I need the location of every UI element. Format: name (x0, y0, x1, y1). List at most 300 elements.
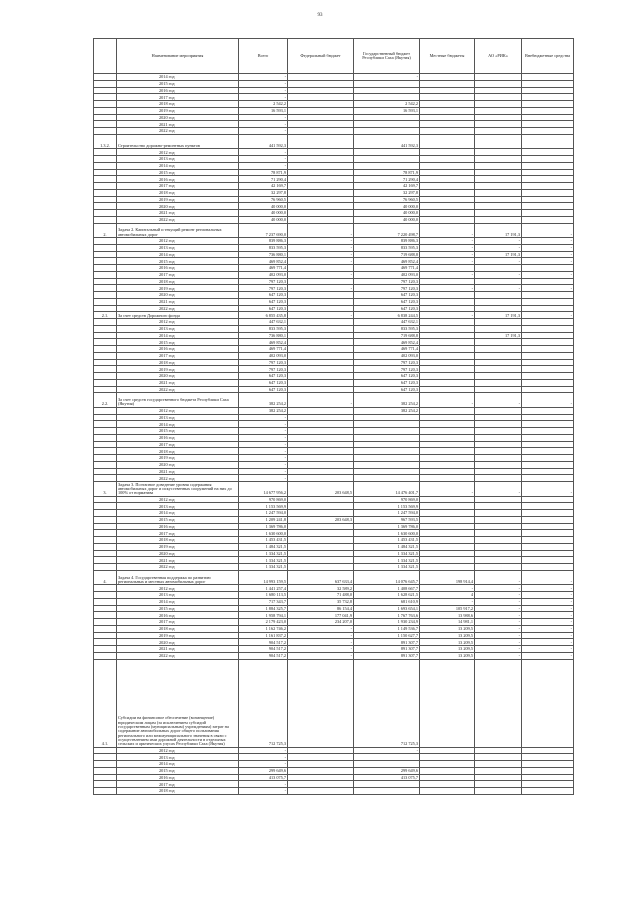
cell-code (94, 448, 117, 455)
cell-extrabudget (522, 156, 574, 163)
cell-code (94, 373, 117, 380)
cell-local (420, 455, 475, 462)
cell-state (354, 414, 420, 421)
cell-local (420, 537, 475, 544)
cell-name: 2018 год (117, 359, 239, 366)
cell-federal (288, 352, 354, 359)
table-row (94, 366, 574, 373)
cell-code (94, 747, 117, 754)
cell-federal (288, 557, 354, 564)
cell-code (94, 646, 117, 653)
cell-name: 2012 год (117, 747, 239, 754)
cell-rik (475, 379, 522, 386)
cell-total: 2 542,2 (239, 101, 288, 108)
cell-state: 16 593,1 (354, 107, 420, 114)
cell-extrabudget (522, 107, 574, 114)
cell-code (94, 176, 117, 183)
cell-rik: - (475, 285, 522, 292)
cell-extrabudget (522, 386, 574, 393)
cell-state: 647 120,3 (354, 292, 420, 299)
cell-rik: - (475, 592, 522, 599)
cell-total: 469 771,4 (239, 265, 288, 272)
cell-local: - (420, 598, 475, 605)
cell-total: - (239, 441, 288, 448)
cell-extrabudget (522, 176, 574, 183)
cell-total: 1 680 113,5 (239, 592, 288, 599)
cell-code (94, 366, 117, 373)
cell-extrabudget: - (522, 585, 574, 592)
cell-rik: - (475, 605, 522, 612)
table-row (94, 169, 574, 176)
cell-state: 797 120,3 (354, 278, 420, 285)
cell-local: - (420, 244, 475, 251)
table-row (94, 101, 574, 108)
cell-extrabudget (522, 523, 574, 530)
cell-code (94, 788, 117, 795)
cell-extrabudget: - (522, 612, 574, 619)
cell-code (94, 74, 117, 81)
cell-extrabudget (522, 537, 574, 544)
cell-rik (475, 121, 522, 128)
cell-local (420, 543, 475, 550)
cell-name: 2021 год (117, 557, 239, 564)
cell-name: 2022 год (117, 305, 239, 312)
cell-total: 833 595,3 (239, 325, 288, 332)
cell-federal (288, 550, 354, 557)
cell-total: - (239, 156, 288, 163)
cell-local (420, 747, 475, 754)
cell-name: 2013 год (117, 592, 239, 599)
cell-rik (475, 134, 522, 149)
cell-code (94, 244, 117, 251)
table-row (94, 271, 574, 278)
cell-name: 2015 год (117, 339, 239, 346)
header-extrabudget: Внебюджетные средства (522, 39, 574, 74)
cell-state (354, 94, 420, 101)
cell-total: 1 441 257,4 (239, 585, 288, 592)
cell-total: 970 869,0 (239, 496, 288, 503)
cell-total: - (239, 414, 288, 421)
cell-state: 413 075,7 (354, 774, 420, 781)
cell-local: - (420, 585, 475, 592)
cell-extrabudget (522, 461, 574, 468)
cell-extrabudget (522, 149, 574, 156)
cell-local (420, 434, 475, 441)
cell-extrabudget (522, 373, 574, 380)
cell-local (420, 781, 475, 788)
cell-rik: - (475, 639, 522, 646)
cell-name: 2018 год (117, 788, 239, 795)
cell-rik (475, 455, 522, 462)
cell-extrabudget (522, 74, 574, 81)
cell-rik (475, 176, 522, 183)
table-row (94, 379, 574, 386)
cell-state: 42 169,7 (354, 183, 420, 190)
cell-code (94, 386, 117, 393)
cell-extrabudget (522, 134, 574, 149)
cell-code: 2.2. (94, 393, 117, 408)
cell-rik: - (475, 652, 522, 659)
cell-name: 2016 год (117, 87, 239, 94)
cell-name: 2015 год (117, 767, 239, 774)
cell-state: 78 871,9 (354, 169, 420, 176)
cell-local (420, 659, 475, 747)
cell-extrabudget (522, 448, 574, 455)
table-row (94, 87, 574, 94)
cell-state (354, 114, 420, 121)
cell-state (354, 468, 420, 475)
cell-federal (288, 87, 354, 94)
table-row (94, 774, 574, 781)
cell-federal (288, 339, 354, 346)
table-row (94, 619, 574, 626)
cell-extrabudget (522, 203, 574, 210)
cell-local (420, 359, 475, 366)
cell-code (94, 271, 117, 278)
cell-rik (475, 503, 522, 510)
cell-federal (288, 346, 354, 353)
cell-name: 2014 год (117, 761, 239, 768)
cell-state (354, 156, 420, 163)
table-row (94, 352, 574, 359)
cell-name: 2022 год (117, 386, 239, 393)
cell-total: 1 453 431,5 (239, 537, 288, 544)
cell-rik (475, 101, 522, 108)
cell-extrabudget: - (522, 619, 574, 626)
cell-local: - (420, 312, 475, 319)
cell-code (94, 285, 117, 292)
table-row (94, 592, 574, 599)
cell-federal (288, 788, 354, 795)
cell-total: 833 595,3 (239, 244, 288, 251)
cell-rik: - (475, 612, 522, 619)
cell-local (420, 441, 475, 448)
cell-federal: 71 488,0 (288, 592, 354, 599)
cell-rik (475, 468, 522, 475)
cell-code (94, 379, 117, 386)
cell-state: 1 247 594,0 (354, 510, 420, 517)
table-row (94, 407, 574, 414)
cell-rik (475, 767, 522, 774)
cell-name: 2012 год (117, 149, 239, 156)
cell-code (94, 210, 117, 217)
cell-code (94, 537, 117, 544)
table-row (94, 612, 574, 619)
cell-code (94, 114, 117, 121)
cell-rik (475, 448, 522, 455)
cell-state: 833 595,3 (354, 244, 420, 251)
cell-state: 382 254,2 (354, 393, 420, 408)
table-row (94, 482, 574, 497)
cell-state: 891 307,7 (354, 646, 420, 653)
cell-total: 6 855 435,8 (239, 312, 288, 319)
cell-name: 2018 год (117, 278, 239, 285)
cell-local (420, 156, 475, 163)
cell-rik (475, 659, 522, 747)
header-name: Наименование мероприятия (117, 39, 239, 74)
cell-code (94, 352, 117, 359)
cell-local (420, 421, 475, 428)
cell-federal (288, 107, 354, 114)
cell-name: 2020 год (117, 550, 239, 557)
cell-state (354, 87, 420, 94)
cell-state: 402 093,0 (354, 271, 420, 278)
cell-extrabudget (522, 359, 574, 366)
cell-total: 40 000,0 (239, 216, 288, 223)
cell-local (420, 379, 475, 386)
cell-extrabudget: - (522, 598, 574, 605)
table-row (94, 530, 574, 537)
cell-extrabudget (522, 421, 574, 428)
cell-name: 2012 год (117, 319, 239, 326)
cell-rik (475, 781, 522, 788)
table-row (94, 346, 574, 353)
cell-extrabudget: - (522, 271, 574, 278)
table-row (94, 632, 574, 639)
cell-name: 2013 год (117, 325, 239, 332)
cell-name: 2012 год (117, 238, 239, 245)
cell-local (420, 339, 475, 346)
cell-federal (288, 366, 354, 373)
cell-code (94, 585, 117, 592)
cell-code (94, 149, 117, 156)
cell-extrabudget (522, 339, 574, 346)
cell-local: 14 981,1 (420, 619, 475, 626)
table-row (94, 134, 574, 149)
cell-code (94, 94, 117, 101)
cell-rik (475, 169, 522, 176)
cell-federal (288, 496, 354, 503)
cell-name: 2021 год (117, 210, 239, 217)
cell-federal: 203 648,3 (288, 516, 354, 523)
cell-name: 2022 год (117, 128, 239, 135)
cell-extrabudget: - (522, 570, 574, 585)
cell-name: 2017 год (117, 619, 239, 626)
cell-state (354, 781, 420, 788)
cell-name: 2013 год (117, 156, 239, 163)
cell-name: 2019 год (117, 455, 239, 462)
cell-federal (288, 216, 354, 223)
cell-total: 904 517,2 (239, 652, 288, 659)
cell-federal (288, 162, 354, 169)
cell-total: 42 169,7 (239, 183, 288, 190)
cell-federal (288, 149, 354, 156)
table-row (94, 373, 574, 380)
table-row (94, 652, 574, 659)
cell-code (94, 619, 117, 626)
cell-federal (288, 543, 354, 550)
cell-extrabudget: - (522, 625, 574, 632)
cell-extrabudget: - (522, 238, 574, 245)
cell-local (420, 203, 475, 210)
cell-rik (475, 114, 522, 121)
cell-extrabudget (522, 216, 574, 223)
cell-total: 797 120,3 (239, 285, 288, 292)
cell-code: 1.3.2. (94, 134, 117, 149)
cell-code (94, 319, 117, 326)
cell-local (420, 516, 475, 523)
cell-rik: - (475, 570, 522, 585)
cell-local (420, 319, 475, 326)
cell-federal (288, 128, 354, 135)
cell-federal (288, 414, 354, 421)
cell-local (420, 101, 475, 108)
cell-federal: 234 207,0 (288, 619, 354, 626)
cell-state: 797 120,3 (354, 366, 420, 373)
cell-state (354, 461, 420, 468)
budget-table (93, 38, 574, 795)
cell-code (94, 434, 117, 441)
cell-rik: 17 191,3 (475, 251, 522, 258)
cell-federal (288, 781, 354, 788)
cell-code (94, 428, 117, 435)
cell-rik (475, 292, 522, 299)
cell-local (420, 305, 475, 312)
cell-federal (288, 203, 354, 210)
cell-code (94, 516, 117, 523)
cell-name: 2020 год (117, 114, 239, 121)
cell-total: - (239, 128, 288, 135)
cell-rik: - (475, 632, 522, 639)
cell-extrabudget (522, 101, 574, 108)
cell-federal: 86 154,4 (288, 605, 354, 612)
cell-rik (475, 325, 522, 332)
table-row (94, 605, 574, 612)
cell-code (94, 359, 117, 366)
table-row (94, 305, 574, 312)
cell-local: 13 988,6 (420, 612, 475, 619)
cell-total: 736 880,1 (239, 251, 288, 258)
table-row (94, 74, 574, 81)
cell-extrabudget: - (522, 223, 574, 238)
cell-code (94, 169, 117, 176)
cell-rik (475, 414, 522, 421)
cell-code (94, 652, 117, 659)
cell-local (420, 346, 475, 353)
cell-total: 71 290,4 (239, 176, 288, 183)
cell-state: 839 886,3 (354, 238, 420, 245)
cell-state: 76 960,5 (354, 196, 420, 203)
cell-total: 647 120,3 (239, 298, 288, 305)
cell-rik (475, 107, 522, 114)
cell-code (94, 455, 117, 462)
cell-total: 904 517,2 (239, 646, 288, 653)
cell-state: 1 628 621,5 (354, 592, 420, 599)
cell-rik (475, 149, 522, 156)
cell-state: 382 254,2 (354, 407, 420, 414)
cell-local (420, 428, 475, 435)
table-row (94, 434, 574, 441)
cell-total: - (239, 121, 288, 128)
cell-state: 647 120,3 (354, 386, 420, 393)
cell-federal: - (288, 639, 354, 646)
cell-extrabudget (522, 278, 574, 285)
cell-federal (288, 434, 354, 441)
cell-name: 2021 год (117, 379, 239, 386)
cell-code (94, 183, 117, 190)
table-row (94, 550, 574, 557)
cell-total: 469 852,4 (239, 339, 288, 346)
table-row (94, 564, 574, 571)
cell-federal: - (288, 312, 354, 319)
cell-federal (288, 407, 354, 414)
cell-federal (288, 564, 354, 571)
table-header-row (94, 39, 574, 74)
cell-local (420, 366, 475, 373)
cell-federal (288, 373, 354, 380)
table-row (94, 543, 574, 550)
cell-extrabudget: - (522, 244, 574, 251)
table-row (94, 639, 574, 646)
page-number: 93 (317, 13, 323, 18)
cell-local (420, 373, 475, 380)
cell-name: 2015 год (117, 80, 239, 87)
cell-rik (475, 359, 522, 366)
cell-rik (475, 428, 522, 435)
cell-state: 40 000,0 (354, 216, 420, 223)
cell-federal (288, 325, 354, 332)
cell-name: 2012 год (117, 496, 239, 503)
cell-state: 402 093,0 (354, 352, 420, 359)
cell-code (94, 414, 117, 421)
cell-code (94, 625, 117, 632)
cell-federal (288, 80, 354, 87)
cell-total: - (239, 781, 288, 788)
cell-rik (475, 421, 522, 428)
cell-rik (475, 557, 522, 564)
cell-local: 13 209,5 (420, 632, 475, 639)
cell-code (94, 612, 117, 619)
cell-code (94, 216, 117, 223)
cell-local (420, 87, 475, 94)
cell-total: 40 000,0 (239, 210, 288, 217)
cell-total: 7 237 690,0 (239, 223, 288, 238)
cell-code (94, 550, 117, 557)
cell-extrabudget (522, 114, 574, 121)
table-row (94, 285, 574, 292)
cell-rik (475, 461, 522, 468)
cell-state: 7 220 498,7 (354, 223, 420, 238)
table-row (94, 203, 574, 210)
cell-federal: 177 041,9 (288, 612, 354, 619)
cell-state: 647 120,3 (354, 298, 420, 305)
cell-state: 1 930 234,9 (354, 619, 420, 626)
cell-state (354, 80, 420, 87)
cell-code (94, 203, 117, 210)
cell-name: 2022 год (117, 564, 239, 571)
cell-extrabudget: - (522, 652, 574, 659)
cell-federal (288, 74, 354, 81)
table-row (94, 176, 574, 183)
cell-code (94, 407, 117, 414)
table-row (94, 278, 574, 285)
cell-total: 14 993 159,5 (239, 570, 288, 585)
cell-code (94, 107, 117, 114)
cell-name: 2016 год (117, 612, 239, 619)
cell-name: 2019 год (117, 285, 239, 292)
cell-local: - (420, 482, 475, 497)
cell-total: 16 593,1 (239, 107, 288, 114)
table-row (94, 216, 574, 223)
cell-local (420, 121, 475, 128)
cell-name: 2021 год (117, 468, 239, 475)
cell-local (420, 94, 475, 101)
cell-total: - (239, 468, 288, 475)
cell-name: 2017 год (117, 441, 239, 448)
cell-code (94, 543, 117, 550)
table-row (94, 258, 574, 265)
cell-rik (475, 386, 522, 393)
